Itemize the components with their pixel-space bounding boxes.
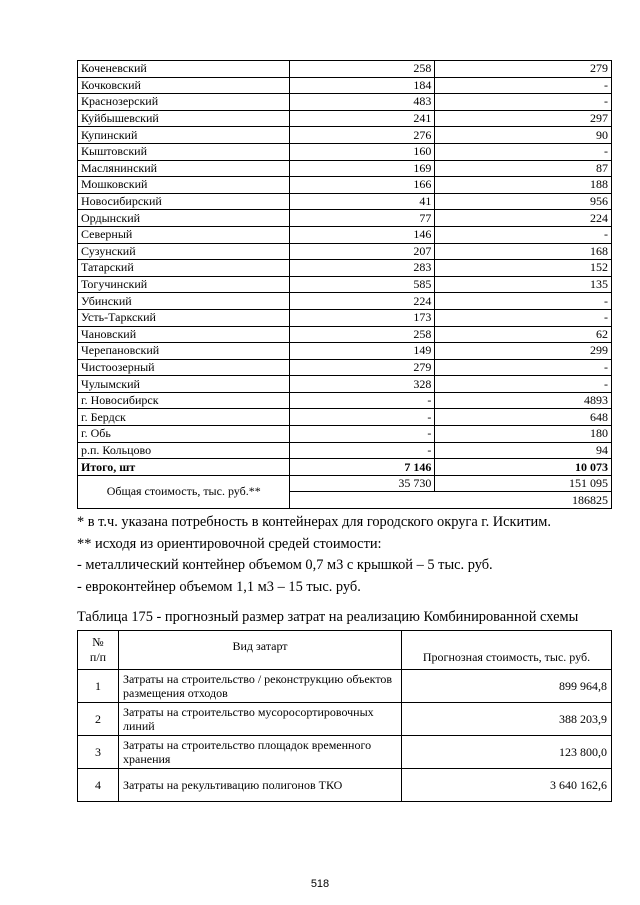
district-name: Чановский: [78, 326, 290, 343]
value-col1: 283: [290, 260, 435, 277]
footnote-4: - евроконтейнер объемом 1,1 м3 – 15 тыс. руб.: [77, 578, 361, 595]
header-name: Вид затарт: [119, 631, 402, 670]
district-name: Сузунский: [78, 243, 290, 260]
costs-table: [77, 630, 612, 802]
value-col1: 146: [290, 226, 435, 243]
row-number: 4: [78, 769, 119, 802]
district-name: Мошковский: [78, 177, 290, 194]
cost-value: 123 800,0: [402, 736, 612, 769]
table-row: [78, 293, 612, 310]
value-col2: 152: [435, 260, 612, 277]
table-row: [78, 61, 612, 78]
value-col1: 169: [290, 160, 435, 177]
value-col2: 299: [435, 343, 612, 360]
table-row: [78, 376, 612, 393]
value-col2: -: [435, 293, 612, 310]
cost-value: 899 964,8: [402, 670, 612, 703]
value-col1: 166: [290, 177, 435, 194]
value-col2: 62: [435, 326, 612, 343]
value-col2: 135: [435, 276, 612, 293]
table-row: [78, 260, 612, 277]
district-name: Маслянинский: [78, 160, 290, 177]
table-row: [78, 343, 612, 360]
cost-type: Затраты на строительство / реконструкцию объектов размещения отходов: [119, 670, 402, 703]
total-v1: 7 146: [290, 459, 435, 476]
value-col1: 585: [290, 276, 435, 293]
value-col1: 160: [290, 143, 435, 160]
table-row: [78, 210, 612, 227]
footnote-2: ** исходя из ориентировочной средей стоимости:: [77, 535, 382, 552]
value-col1: -: [290, 409, 435, 426]
value-col1: 224: [290, 293, 435, 310]
value-col1: 207: [290, 243, 435, 260]
value-col2: 90: [435, 127, 612, 144]
table-row: [78, 160, 612, 177]
table-row: [78, 309, 612, 326]
district-name: г. Новосибирск: [78, 392, 290, 409]
containers-table: [77, 60, 612, 509]
value-col2: 4893: [435, 392, 612, 409]
value-col2: 188: [435, 177, 612, 194]
value-col2: -: [435, 77, 612, 94]
footnotes: [77, 512, 617, 598]
table-row: [78, 243, 612, 260]
costs-header-row: [78, 631, 612, 670]
value-col2: -: [435, 143, 612, 160]
value-col1: 77: [290, 210, 435, 227]
table-row: [78, 143, 612, 160]
header-cost: Прогнозная стоимость, тыс. руб.: [402, 631, 612, 670]
total-v2: 10 073: [435, 459, 612, 476]
district-name: Кочковский: [78, 77, 290, 94]
total-label: Итого, шт: [78, 459, 290, 476]
row-number: 3: [78, 736, 119, 769]
district-name: Убинский: [78, 293, 290, 310]
cost-v2: 151 095: [435, 475, 612, 492]
cost-combined: 186825: [290, 492, 612, 509]
page-number: 518: [310, 878, 330, 890]
cost-type: Затраты на строительство мусоросортировочных линий: [119, 703, 402, 736]
value-col2: -: [435, 376, 612, 393]
value-col1: 41: [290, 193, 435, 210]
table-row: [78, 703, 612, 736]
table-row: [78, 426, 612, 443]
table-row: [78, 392, 612, 409]
value-col2: -: [435, 359, 612, 376]
footnote-3: - металлический контейнер объемом 0,7 м3 с крышкой – 5 тыс. руб.: [77, 557, 493, 573]
value-col1: 258: [290, 326, 435, 343]
value-col2: 648: [435, 409, 612, 426]
value-col1: 241: [290, 110, 435, 127]
value-col2: 279: [435, 61, 612, 78]
table-row: [78, 127, 612, 144]
row-number: 1: [78, 670, 119, 703]
table-row: [78, 110, 612, 127]
cost-label: Общая стоимость, тыс. руб.**: [78, 475, 290, 508]
value-col2: 94: [435, 442, 612, 459]
value-col1: -: [290, 426, 435, 443]
value-col1: -: [290, 442, 435, 459]
table-row: [78, 77, 612, 94]
total-row: [78, 459, 612, 476]
value-col2: 956: [435, 193, 612, 210]
district-name: Усть-Таркский: [78, 309, 290, 326]
district-name: Ордынский: [78, 210, 290, 227]
value-col1: 483: [290, 94, 435, 111]
header-num-text: № п/п: [89, 635, 107, 664]
table-row: [78, 226, 612, 243]
table-row: [78, 177, 612, 194]
value-col1: 149: [290, 343, 435, 360]
district-name: Татарский: [78, 260, 290, 277]
district-name: Краснозерский: [78, 94, 290, 111]
district-name: Чулымский: [78, 376, 290, 393]
district-name: Новосибирский: [78, 193, 290, 210]
value-col1: 258: [290, 61, 435, 78]
value-col1: 173: [290, 309, 435, 326]
district-name: Тогучинский: [78, 276, 290, 293]
containers-table-body: [78, 61, 612, 459]
value-col2: 180: [435, 426, 612, 443]
district-name: Чистоозерный: [78, 359, 290, 376]
table-row: [78, 769, 612, 802]
cost-row: [78, 475, 612, 492]
cost-type: Затраты на рекультивацию полигонов ТКО: [119, 769, 402, 802]
value-col2: 87: [435, 160, 612, 177]
table-row: [78, 442, 612, 459]
table-row: [78, 359, 612, 376]
table-row: [78, 670, 612, 703]
district-name: р.п. Кольцово: [78, 442, 290, 459]
value-col1: 279: [290, 359, 435, 376]
value-col2: 224: [435, 210, 612, 227]
table-row: [78, 276, 612, 293]
cost-value: 3 640 162,6: [402, 769, 612, 802]
value-col1: 184: [290, 77, 435, 94]
value-col1: 276: [290, 127, 435, 144]
table-row: [78, 736, 612, 769]
value-col2: -: [435, 309, 612, 326]
district-name: Куйбышевский: [78, 110, 290, 127]
value-col2: -: [435, 226, 612, 243]
value-col2: 168: [435, 243, 612, 260]
footnote-1: * в т.ч. указана потребность в контейнерах для городского округа г. Искитим.: [77, 514, 551, 530]
district-name: Кыштовский: [78, 143, 290, 160]
district-name: Коченевский: [78, 61, 290, 78]
table-caption: Таблица 175 - прогнозный размер затрат на реализацию Комбинированной схемы: [77, 609, 579, 625]
value-col2: -: [435, 94, 612, 111]
header-num: [78, 631, 119, 670]
district-name: Северный: [78, 226, 290, 243]
cost-value: 388 203,9: [402, 703, 612, 736]
table-row: [78, 193, 612, 210]
table-row: [78, 409, 612, 426]
district-name: Купинский: [78, 127, 290, 144]
district-name: г. Обь: [78, 426, 290, 443]
cost-v1: 35 730: [290, 475, 435, 492]
row-number: 2: [78, 703, 119, 736]
value-col2: 297: [435, 110, 612, 127]
value-col1: -: [290, 392, 435, 409]
district-name: г. Бердск: [78, 409, 290, 426]
table-row: [78, 326, 612, 343]
district-name: Черепановский: [78, 343, 290, 360]
cost-type: Затраты на строительство площадок временного хранения: [119, 736, 402, 769]
value-col1: 328: [290, 376, 435, 393]
table-row: [78, 94, 612, 111]
